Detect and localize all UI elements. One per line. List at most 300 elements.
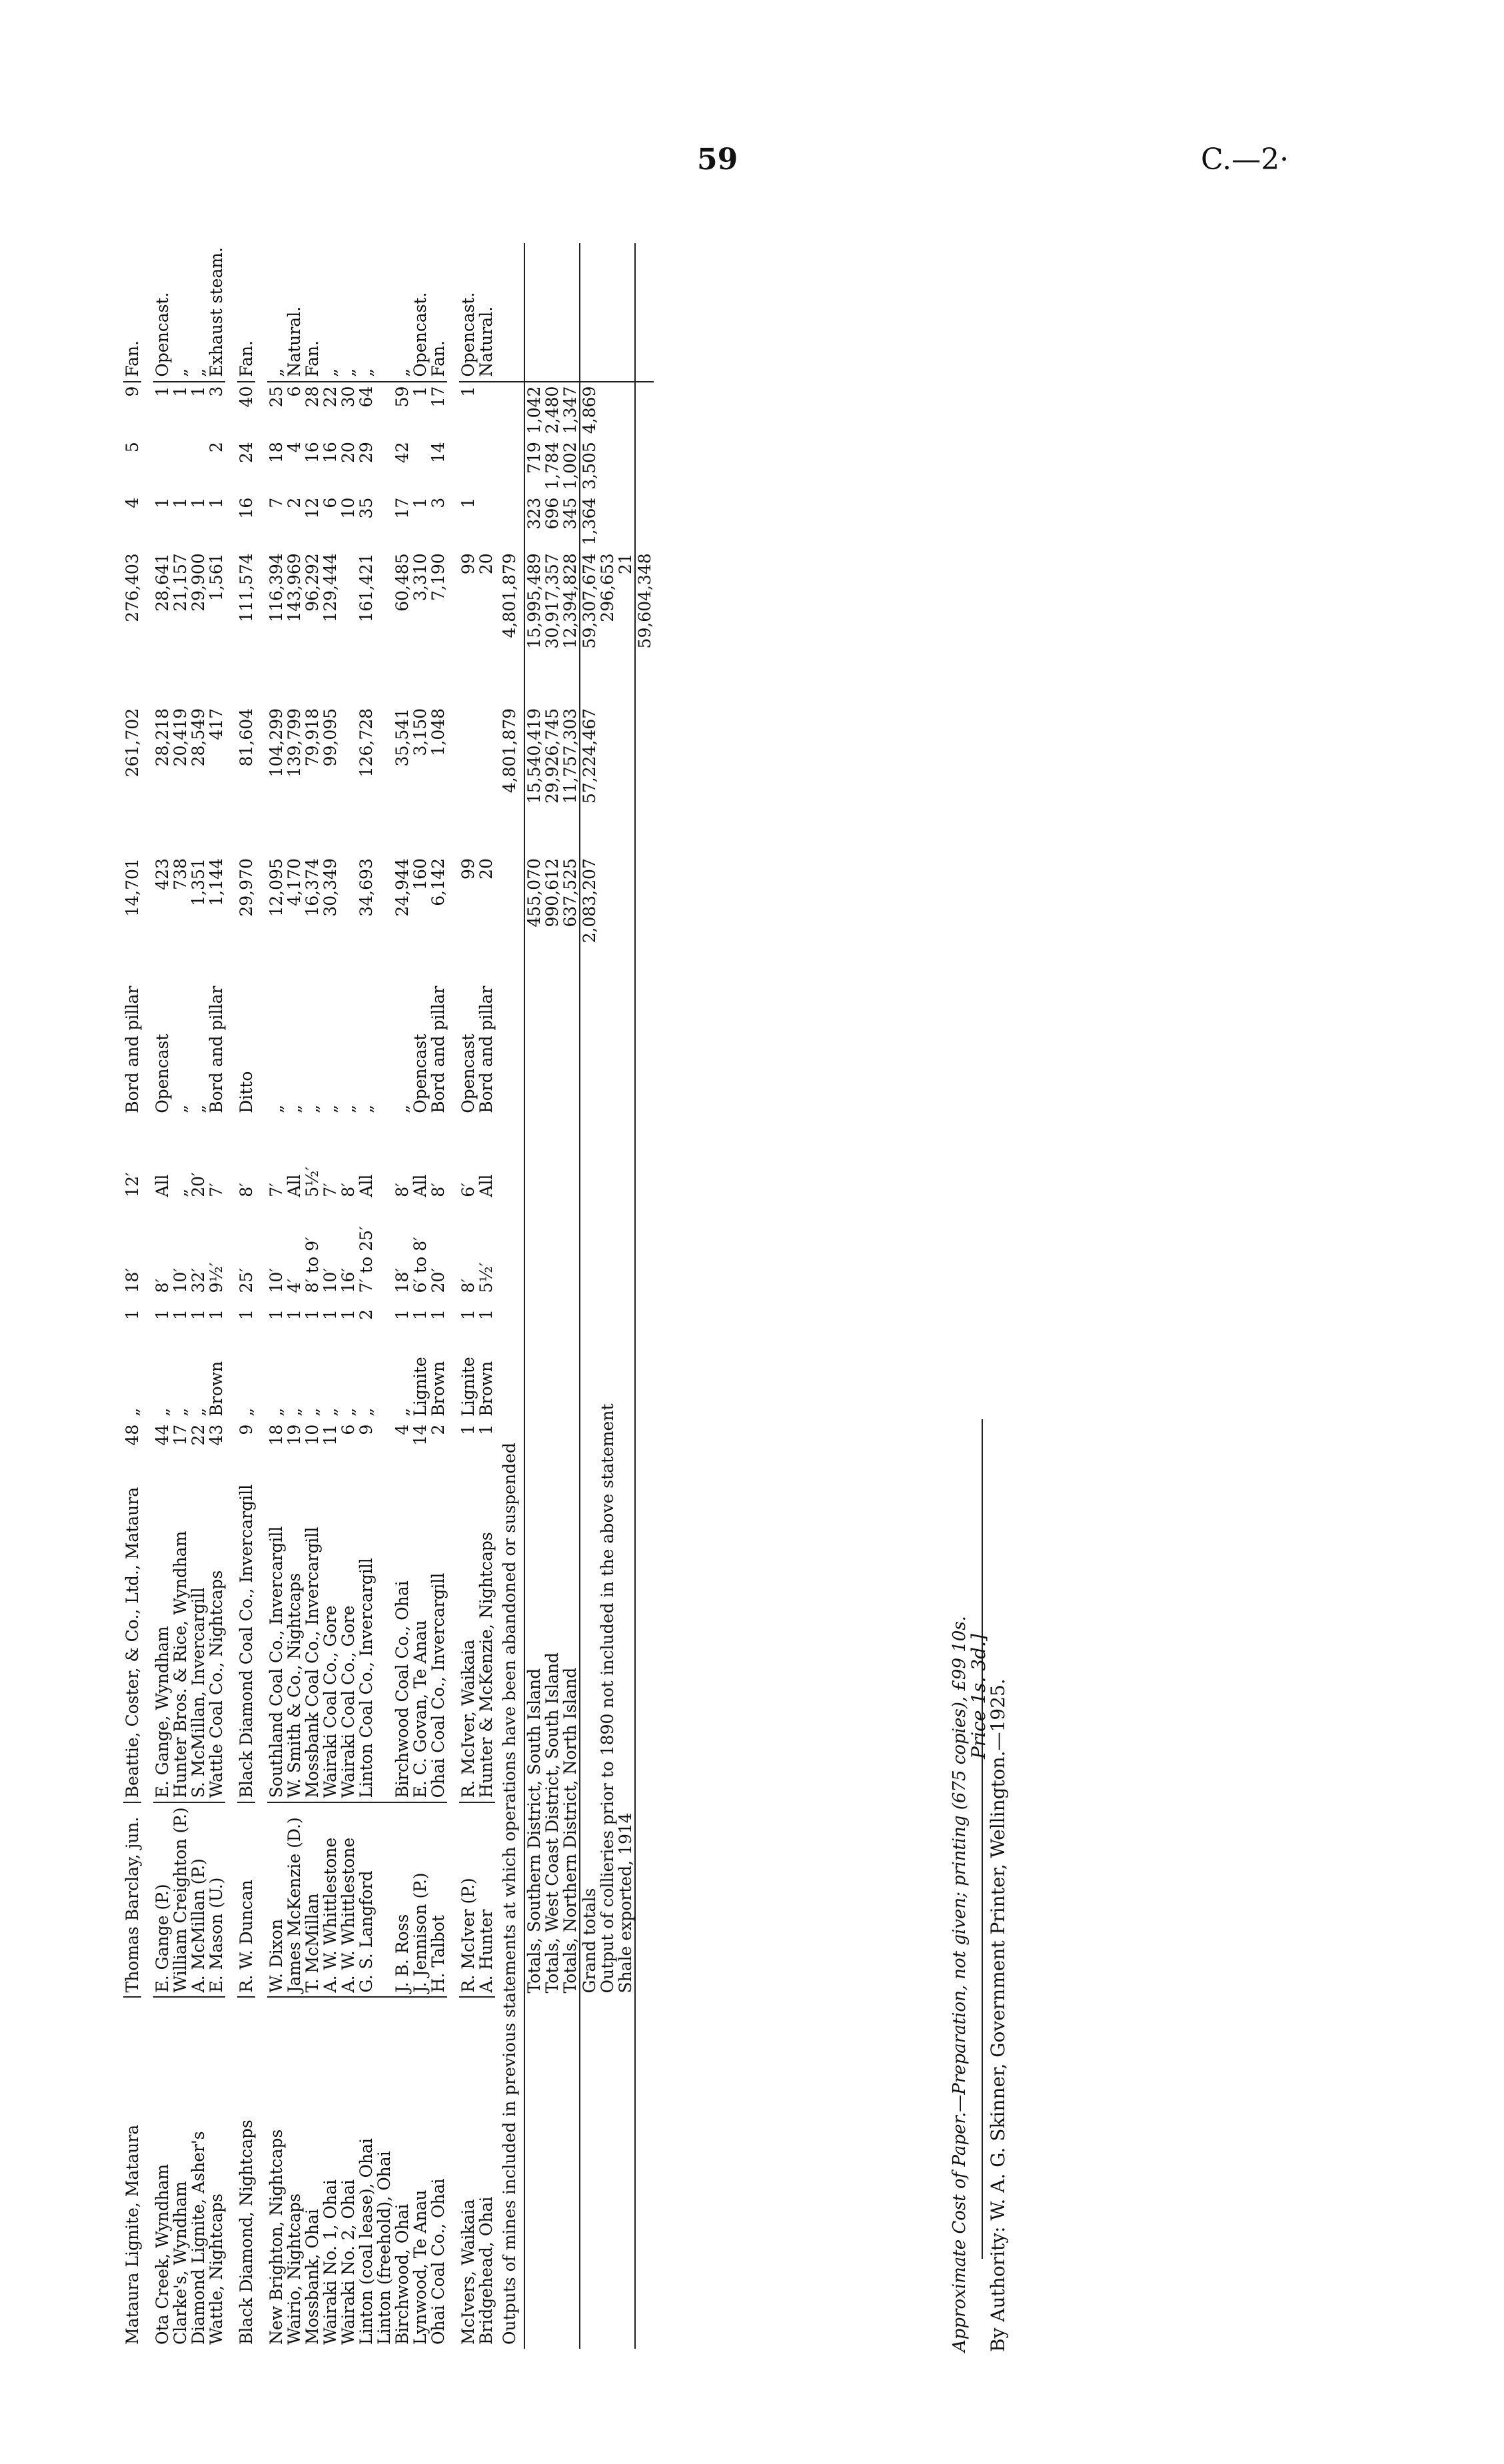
cell-method: Bord and pillar: [428, 985, 448, 1113]
cell-seams: 1: [285, 1309, 304, 1321]
cell-total2: 1,561: [207, 553, 226, 601]
cell-thickness: 4′: [285, 1278, 304, 1293]
cell-n2: 24: [237, 442, 256, 463]
cell-owner: Thomas Barclay, jun.: [123, 1802, 141, 1997]
footer-rule: [982, 1419, 983, 2259]
cell-total2: 99: [458, 553, 478, 575]
cell-owner: J. B. Ross: [393, 1802, 411, 1997]
mine-row: [411, 243, 429, 2349]
cell-n1: [495, 494, 524, 550]
cell-ventilation: [598, 243, 616, 382]
cell-ventilation: Opencast.: [153, 243, 171, 382]
cell-n2: 16: [303, 442, 322, 463]
cell-total: [375, 704, 393, 854]
cell-mine: Wairaki No. 2, Ohai: [339, 2179, 358, 2345]
cell-men: 2: [428, 1424, 448, 1435]
cell-total: 1,048: [428, 708, 448, 756]
cell-total2: 12,394,828: [560, 553, 580, 649]
cell-thickness: 16′: [339, 1268, 358, 1293]
cell-total2: 15,995,489: [524, 549, 543, 704]
mine-row: [477, 243, 495, 2349]
cell-seams: 2: [357, 1309, 376, 1321]
cell-n1: 1: [207, 497, 226, 508]
cell-thickness: 25′: [237, 1268, 256, 1293]
cell-worked: 7′: [321, 1183, 340, 1197]
cell-total: [459, 704, 477, 854]
cell-owner: R. McIver (P.): [459, 1802, 477, 1997]
cell-n3: [616, 382, 635, 438]
mine-row: [339, 243, 357, 2349]
cell-seams: 1: [237, 1309, 256, 1321]
cell-n2: 29: [357, 442, 376, 463]
cell-owner: E. Mason (U.): [207, 1802, 225, 1997]
cell-ventilation: [635, 243, 654, 382]
cell-seams: 1: [267, 1309, 286, 1321]
cell-total2: [375, 549, 393, 704]
cell-n1: [598, 494, 616, 550]
cell-men: 1: [458, 1424, 478, 1435]
cell-worked: 8′: [392, 1183, 412, 1197]
cell-total2: 29,900: [189, 553, 208, 612]
cell-thickness: 10′: [321, 1268, 340, 1293]
cell-n3: 17: [428, 386, 448, 408]
cell-spacer: [561, 1997, 580, 2349]
cell-class: Lignite: [458, 1357, 478, 1417]
cell-total: [339, 704, 357, 854]
cell-n1: 1: [153, 497, 172, 508]
cell-thickness: 8′: [153, 1278, 172, 1293]
cell-ventilation: „: [321, 243, 339, 382]
cell-n3: 1: [171, 386, 190, 397]
cell-company: Beattie, Coster, & Co., Ltd., Mataura: [123, 1453, 141, 1802]
cell-mine: Diamond Lignite, Asher's: [189, 2131, 208, 2345]
cell-n1: 3: [428, 497, 448, 508]
cell-method: Opencast: [458, 1033, 478, 1113]
cell-total: [598, 704, 616, 854]
cell-mine: Mataura Lignite, Mataura: [123, 2124, 142, 2345]
cell-worked: 6′: [458, 1183, 478, 1197]
cell-method: [375, 982, 393, 1117]
cell-n2: 18: [267, 442, 286, 463]
cell-n2: 719: [524, 438, 543, 494]
mine-row: [123, 243, 141, 2349]
cell-n3: 1,347: [560, 386, 580, 434]
cell-mine: Bridgehead, Ohai: [476, 2196, 496, 2345]
cell-summary-label: Shale exported, 1914: [616, 1812, 635, 1994]
cell-total2: 4,801,879: [500, 553, 519, 638]
cell-ventilation: [616, 243, 635, 382]
cell-n3: 3: [207, 386, 226, 397]
cell-n3: [477, 382, 495, 438]
cell-n1: [477, 494, 495, 550]
cell-owner: R. W. Duncan: [237, 1802, 255, 1997]
cell-total: 3,150: [410, 708, 430, 756]
cell-owner: A. W. Whittlestone: [339, 1802, 357, 1997]
mine-row: [267, 243, 285, 2349]
cell-method: Opencast: [410, 1033, 430, 1113]
summary-row: [598, 243, 616, 2349]
cell-seams: 1: [303, 1309, 322, 1321]
cell-class: Lignite: [410, 1357, 430, 1417]
cell-output: 1,351: [189, 858, 208, 906]
cell-method: Opencast: [153, 1033, 172, 1113]
cell-men: [375, 1421, 393, 1453]
cell-men: 4: [392, 1424, 412, 1435]
cell-mine: Lynwood, Te Anau: [410, 2189, 430, 2345]
cell-thickness: 18′: [123, 1268, 142, 1293]
cell-worked: „: [171, 1188, 190, 1197]
footer: [950, 1206, 1030, 2352]
cell-n2: 4: [285, 442, 304, 453]
cell-total2: 30,917,357: [542, 553, 562, 649]
cell-worked: 5½′: [303, 1166, 322, 1197]
cell-seams: 1: [410, 1309, 430, 1321]
cell-total2: 129,444: [321, 553, 340, 622]
cell-n1: 12: [303, 497, 322, 519]
cell-thickness: 6′ to 8′: [410, 1237, 430, 1293]
cell-total2: 276,403: [123, 553, 142, 622]
cell-owner: G. S. Langford: [357, 1802, 375, 1997]
cell-n1: [616, 494, 635, 550]
cell-n2: [411, 438, 429, 494]
cell-method: Bord and pillar: [123, 985, 142, 1113]
cell-class: „: [392, 1407, 412, 1417]
summary-row: [543, 243, 561, 2349]
cell-class: [375, 1324, 393, 1421]
cell-n1: 696: [542, 497, 562, 530]
cell-method: „: [267, 1104, 286, 1113]
cell-summary-label: Grand totals: [580, 982, 598, 1998]
cell-n1: 1,364: [580, 494, 598, 550]
cell-output: 20: [476, 858, 496, 880]
cell-ventilation: „: [189, 243, 207, 382]
cell-n1: 1: [189, 497, 208, 508]
cell-n2: [495, 438, 524, 494]
summary-row: [561, 243, 580, 2349]
cell-method: „: [392, 1104, 412, 1113]
cell-worked: 7′: [207, 1183, 226, 1197]
cell-mine: Ota Creek, Wyndham: [153, 2163, 172, 2345]
cell-n2: [598, 438, 616, 494]
cell-n3: 1: [189, 386, 208, 397]
cell-ventilation: Fan.: [429, 243, 447, 382]
cell-men: 9: [237, 1424, 256, 1435]
cell-mine: McIvers, Waikaia: [458, 2199, 478, 2345]
cell-mine: New Brighton, Nightcaps: [267, 2129, 286, 2345]
cell-ventilation: [524, 243, 543, 382]
cell-owner: T. McMillan: [303, 1802, 321, 1997]
cell-total: 261,702: [123, 708, 142, 778]
cell-seams: [375, 1297, 393, 1325]
cell-spacer: [580, 1997, 598, 2349]
cell-worked: All: [153, 1174, 172, 1197]
abandoned-note-row: [495, 243, 524, 2349]
mine-row: [189, 243, 207, 2349]
cell-n1: 17: [392, 497, 412, 519]
cell-thickness: 9½′: [207, 1262, 226, 1293]
cell-total2: 21,157: [171, 553, 190, 612]
cell-output: 30,349: [321, 858, 340, 917]
cell-mine: Clarke's, Wyndham: [171, 2181, 190, 2345]
cell-output: 637,525: [560, 858, 580, 927]
cell-mine: Wairio, Nightcaps: [285, 2193, 304, 2345]
cell-mine: Wairaki No. 1, Ohai: [321, 2179, 340, 2345]
cell-seams: 1: [476, 1309, 496, 1321]
cell-n2: 2: [207, 442, 226, 453]
cell-ventilation: [495, 243, 524, 382]
cell-total: 126,728: [357, 708, 376, 778]
page-number: 59: [697, 143, 738, 177]
cell-mine: Linton (freehold), Ohai: [375, 2151, 394, 2345]
cell-company: Mossbank Coal Co., Invercargill: [303, 1453, 321, 1802]
cell-company: Wairaki Coal Co., Gore: [339, 1453, 357, 1802]
cell-company: R. McIver, Waikaia: [459, 1453, 477, 1802]
cell-seams: 1: [171, 1309, 190, 1321]
cell-total: 4,801,879: [500, 708, 519, 794]
cell-n3: 1,042: [524, 382, 543, 438]
cell-worked: All: [476, 1174, 496, 1197]
cell-n2: 20: [339, 442, 358, 463]
cell-company: S. McMillan, Invercargill: [189, 1453, 207, 1802]
cell-worked: 8′: [237, 1183, 256, 1197]
cell-total: 79,918: [303, 708, 322, 767]
cell-ventilation: Fan.: [303, 243, 321, 382]
cell-output: 2,083,207: [580, 854, 598, 982]
cell-owner: H. Talbot: [429, 1802, 447, 1997]
cell-n2: [153, 438, 171, 494]
cell-worked: 7′: [267, 1183, 286, 1197]
cell-men: 9: [357, 1424, 376, 1435]
mines-table-rotated: [123, 243, 710, 2349]
cell-n2: [375, 438, 393, 494]
cell-spacer: [616, 1997, 635, 2349]
cell-total2: 59,604,348: [635, 549, 654, 704]
cell-seams: 1: [321, 1309, 340, 1321]
cell-class: „: [189, 1407, 208, 1417]
cell-thickness: 7′ to 25′: [357, 1226, 376, 1293]
cell-n2: [616, 438, 635, 494]
spacer-row: [447, 243, 459, 2349]
cell-total: 99,095: [321, 708, 340, 767]
cell-n3: 4,869: [580, 382, 598, 438]
cell-n1: 6: [321, 497, 340, 508]
cell-method: „: [321, 1104, 340, 1113]
cell-men: 10: [303, 1424, 322, 1446]
cell-n3: [635, 382, 654, 438]
cell-mine: Ohai Coal Co., Ohai: [428, 2178, 448, 2345]
cell-class: „: [303, 1407, 322, 1417]
cell-output: 990,612: [542, 858, 562, 927]
cell-n3: 40: [237, 386, 256, 408]
cell-thickness: 18′: [392, 1268, 412, 1293]
cell-total2: 60,485: [392, 553, 412, 612]
cell-total: 20,419: [171, 708, 190, 767]
cell-n1: 1: [458, 497, 478, 508]
cell-men: 18: [267, 1424, 286, 1446]
cell-ventilation: Opencast.: [411, 243, 429, 382]
cell-n3: [598, 382, 616, 438]
cell-thickness: [375, 1201, 393, 1297]
cell-worked: [375, 1117, 393, 1201]
cell-spacer: [598, 1997, 616, 2349]
cell-n3: 30: [339, 386, 358, 408]
cell-thickness: 10′: [267, 1268, 286, 1293]
cell-ventilation: „: [339, 243, 357, 382]
cell-method: Bord and pillar: [207, 985, 226, 1113]
cell-class: „: [123, 1407, 142, 1417]
cell-class: „: [285, 1407, 304, 1417]
cell-n3: 25: [267, 386, 286, 408]
cell-total2: 116,394: [267, 553, 286, 622]
mine-row: [207, 243, 225, 2349]
mine-row: [303, 243, 321, 2349]
cell-men: 22: [189, 1424, 208, 1446]
cell-summary-label: Output of collieries prior to 1890 not included in the above statement: [598, 1403, 617, 1994]
cell-output: 455,070: [524, 854, 543, 982]
cell-n1: 1: [410, 497, 430, 508]
cell-n1: [375, 494, 393, 550]
cell-men: 14: [410, 1424, 430, 1446]
cell-n3: 1: [153, 386, 172, 397]
cell-method: „: [171, 1104, 190, 1113]
cell-total: [616, 704, 635, 854]
cell-summary-label: Totals, Southern District, South Island: [524, 982, 543, 1998]
cell-total2: 28,641: [153, 553, 172, 612]
cell-spacer: [543, 1997, 561, 2349]
mine-row: [393, 243, 411, 2349]
cell-ventilation: Natural.: [477, 243, 495, 382]
cell-output: 6,142: [428, 858, 448, 906]
cell-n3: [495, 382, 524, 438]
cell-company: [375, 1453, 393, 1802]
cell-class: „: [321, 1407, 340, 1417]
mine-row: [429, 243, 447, 2349]
cell-n3: 59: [392, 386, 412, 408]
cell-mine: Black Diamond, Nightcaps: [237, 2120, 256, 2345]
cell-class: „: [357, 1407, 376, 1417]
summary-row: [616, 243, 635, 2349]
cell-total2: 7,190: [428, 553, 448, 601]
cell-company: Birchwood Coal Co., Ohai: [393, 1453, 411, 1802]
price: Price 1s. 3d.]: [968, 1634, 990, 1759]
spacer-row: [255, 243, 267, 2349]
cell-total: 29,926,745: [542, 708, 562, 804]
cell-n3: 1: [410, 386, 430, 397]
cell-output: 423: [153, 858, 172, 890]
cell-total: 28,549: [189, 708, 208, 767]
cell-method: „: [285, 1104, 304, 1113]
cell-output: [375, 854, 393, 982]
spacer: [225, 243, 237, 2349]
cell-total: 139,799: [285, 708, 304, 778]
cell-worked: 8′: [339, 1183, 358, 1197]
cell-n3: 9: [123, 386, 142, 397]
cell-company: E. Gange, Wyndham: [153, 1453, 171, 1802]
cell-ventilation: „: [357, 243, 375, 382]
cell-company: Linton Coal Co., Invercargill: [357, 1453, 375, 1802]
cell-ventilation: [543, 243, 561, 382]
cell-worked: All: [285, 1174, 304, 1197]
cell-ventilation: „: [393, 243, 411, 382]
cell-total2: [339, 549, 357, 704]
cell-owner: A. McMillan (P.): [189, 1802, 207, 1997]
cell-total2: 21: [616, 553, 635, 575]
cell-ventilation: Natural.: [285, 243, 303, 382]
cell-mine: Birchwood, Ohai: [392, 2203, 412, 2345]
cell-seams: 1: [189, 1309, 208, 1321]
cell-n1: 7: [267, 497, 286, 508]
cell-ventilation: Fan.: [237, 243, 255, 382]
spacer-row: [141, 243, 153, 2349]
cell-worked: All: [357, 1174, 376, 1197]
cell-total: [477, 704, 495, 854]
cell-n1: 323: [524, 494, 543, 550]
cell-ventilation: [375, 243, 393, 382]
cell-n3: 22: [321, 386, 340, 408]
cell-total2: 161,421: [357, 553, 376, 622]
cell-class: „: [153, 1407, 172, 1417]
cell-ventilation: „: [267, 243, 285, 382]
cell-n2: 42: [392, 442, 412, 463]
cell-n2: [459, 438, 477, 494]
mine-row: [153, 243, 171, 2349]
cell-total: 28,218: [153, 708, 172, 767]
cell-company: Ohai Coal Co., Invercargill: [429, 1453, 447, 1802]
cell-total2: 111,574: [237, 553, 256, 622]
cell-company: E. C. Govan, Te Anau: [411, 1453, 429, 1802]
cell-method: „: [339, 1104, 358, 1113]
cell-total2: 143,969: [285, 553, 304, 622]
final-total-row: [635, 243, 654, 2349]
cell-men: 1: [476, 1424, 496, 1435]
cell-company: Wairaki Coal Co., Gore: [321, 1453, 339, 1802]
cell-note-label: Outputs of mines included in previous statements at which operations have been abandoned or suspended: [500, 1443, 519, 2345]
cell-men: 6: [339, 1424, 358, 1435]
cell-company: Hunter Bros. & Rice, Wyndham: [171, 1453, 189, 1802]
cell-thickness: 20′: [428, 1268, 448, 1293]
cell-output: 14,701: [123, 858, 142, 917]
cell-n3: 1: [458, 386, 478, 397]
cell-ventilation: [561, 243, 580, 382]
mines-table: [123, 243, 654, 2349]
cell-class: „: [237, 1407, 256, 1417]
cell-worked: 12′: [123, 1172, 142, 1197]
cell-output: 1,144: [207, 858, 226, 906]
cell-output: [495, 854, 524, 982]
mine-row: [171, 243, 189, 2349]
cell-output: 12,095: [267, 858, 286, 917]
cell-ventilation: Exhaust steam.: [207, 243, 225, 382]
cell-n2: [171, 438, 189, 494]
cell-n3: 2,480: [542, 386, 562, 434]
cell-seams: 1: [123, 1309, 142, 1321]
authority-imprint: By Authority: W. A. G. Skinner, Government Printer, Wellington.—1925.: [987, 1678, 1009, 2352]
cell-men: 44: [153, 1424, 172, 1446]
cell-n2: 3,505: [580, 438, 598, 494]
cell-class: „: [267, 1407, 286, 1417]
cell-company: Black Diamond Coal Co., Invercargill: [237, 1453, 255, 1802]
cell-mine: Wattle, Nightcaps: [207, 2193, 226, 2345]
cell-owner: [375, 1802, 393, 1997]
mine-row: [321, 243, 339, 2349]
cell-company: Southland Coal Co., Invercargill: [267, 1453, 285, 1802]
cell-ventilation: [580, 243, 598, 382]
cell-n3: 6: [285, 386, 304, 397]
spacer: [255, 243, 267, 2349]
cell-n2: 1,784: [542, 442, 562, 490]
cell-owner: J. Jennison (P.): [411, 1802, 429, 1997]
page-reference: C.—2·: [1201, 143, 1289, 177]
